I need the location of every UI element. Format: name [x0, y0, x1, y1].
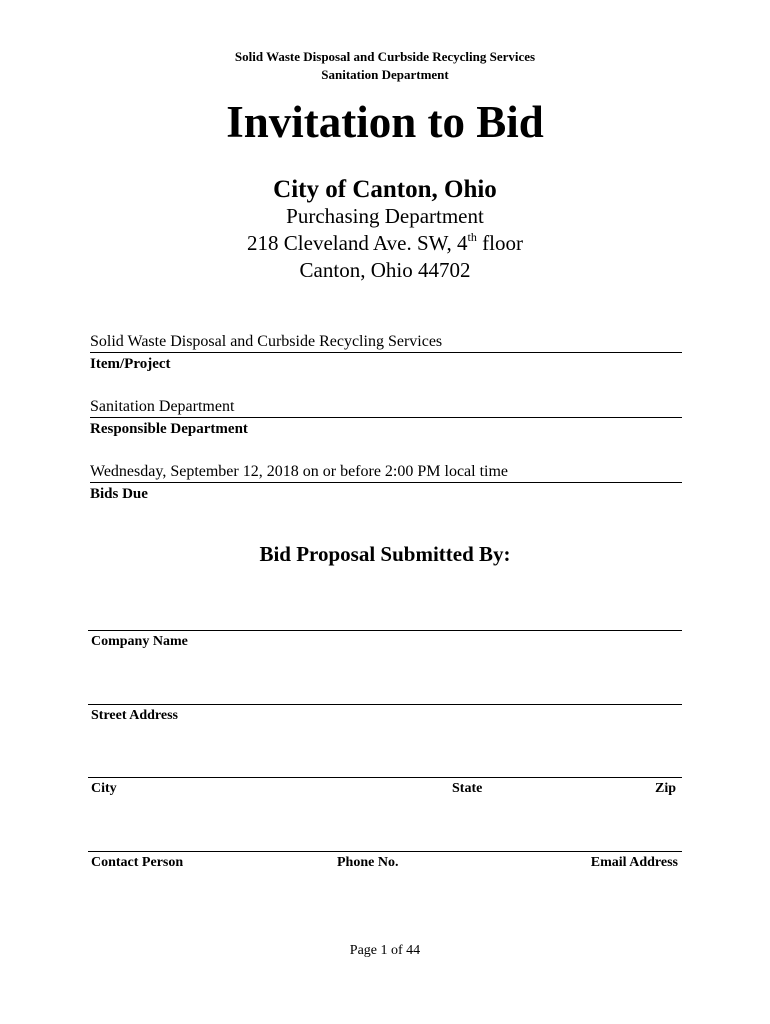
issuer-street-main: 218 Cleveland Ave. SW, 4 — [247, 231, 468, 255]
responsible-department-value: Sanitation Department — [90, 397, 682, 418]
document-title: Invitation to Bid — [226, 97, 544, 147]
issuer-street — [0, 230, 770, 256]
responsible-department-label: Responsible Department — [90, 421, 248, 437]
item-project-field — [90, 332, 682, 374]
company-name-label: Company Name — [91, 634, 188, 649]
bids-due-field — [90, 462, 682, 504]
street-address-label: Street Address — [91, 708, 178, 723]
issuer-city-state-zip: Canton, Ohio 44702 — [299, 258, 471, 282]
city-state-zip-line[interactable] — [88, 777, 682, 778]
page-number: Page 1 of 44 — [349, 943, 421, 958]
bids-due-label: Bids Due — [90, 486, 148, 502]
contact-line[interactable] — [88, 851, 682, 852]
state-label: State — [452, 781, 483, 796]
street-address-line[interactable] — [88, 704, 682, 705]
item-project-value: Solid Waste Disposal and Curbside Recycling Services — [90, 332, 682, 353]
issuer-department: Purchasing Department — [286, 204, 484, 228]
proposal-heading: Bid Proposal Submitted By: — [259, 542, 511, 566]
zip-label: Zip — [654, 781, 676, 796]
phone-label: Phone No. — [337, 855, 399, 870]
contact-person-label: Contact Person — [91, 855, 184, 870]
item-project-label: Item/Project — [90, 356, 171, 372]
city-label: City — [91, 781, 117, 796]
issuer-street-tail: floor — [476, 231, 523, 255]
header-line-2: Sanitation Department — [321, 67, 449, 82]
header-line-1: Solid Waste Disposal and Curbside Recycling Services — [234, 49, 536, 64]
issuer-street-ordinal: th — [467, 230, 477, 244]
issuer-city: City of Canton, Ohio — [273, 176, 497, 203]
company-name-line[interactable] — [88, 630, 682, 631]
email-label: Email Address — [590, 855, 678, 870]
bids-due-value: Wednesday, September 12, 2018 on or before 2:00 PM local time — [90, 462, 682, 483]
responsible-department-field — [90, 397, 682, 439]
